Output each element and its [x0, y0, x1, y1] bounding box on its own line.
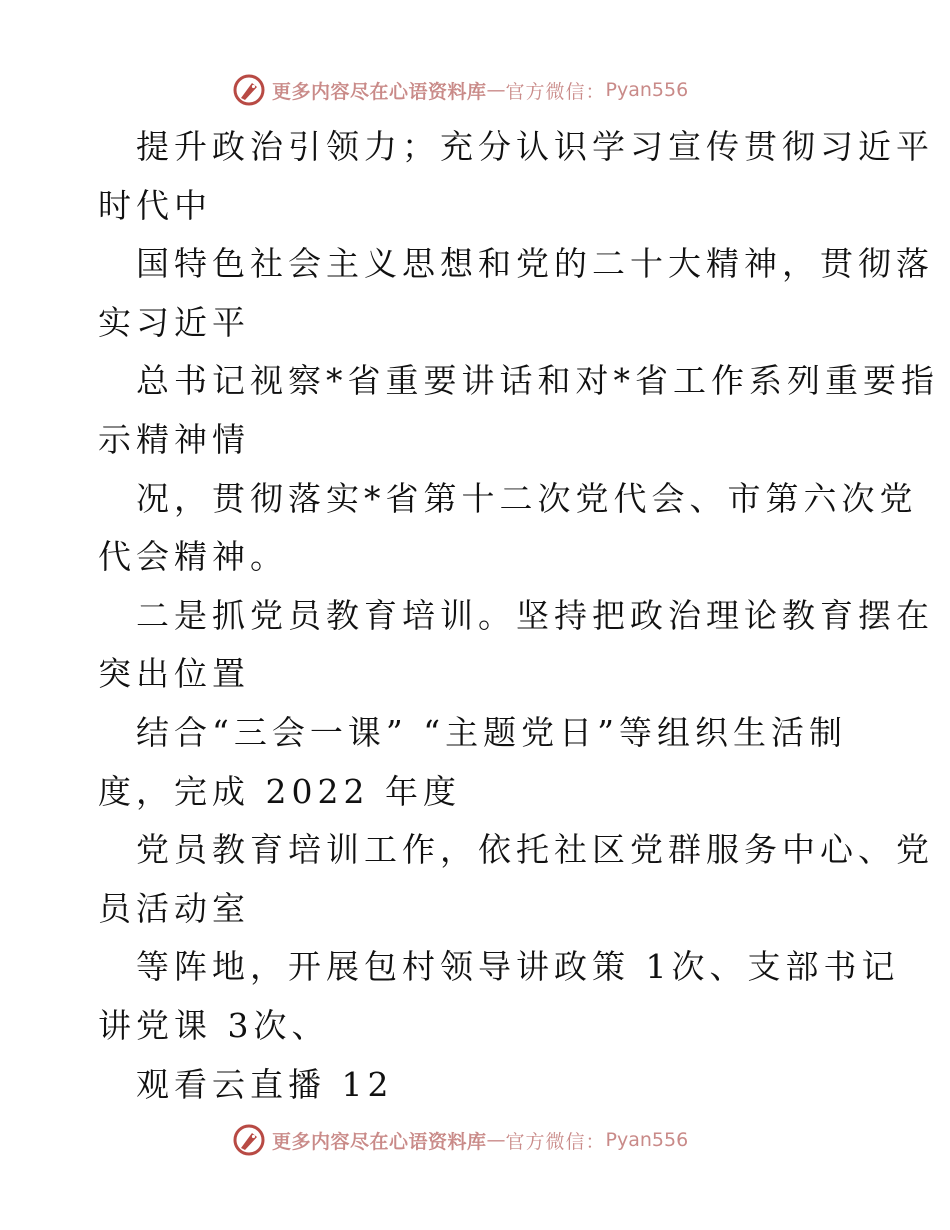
- watermark-wechat-label: 官方微信：: [505, 80, 606, 103]
- text-line: 况，贯彻落实*省第十二次党代会、市第六次党: [136, 478, 918, 518]
- text-line: 员活动室: [98, 888, 250, 928]
- watermark-main-text: 更多内容尽在心语资料库: [272, 80, 487, 103]
- watermark-wechat-id: Pyan556: [605, 1129, 689, 1151]
- footer-watermark: [232, 1122, 688, 1158]
- text-line: 代会精神。: [98, 537, 288, 577]
- text-line: 讲党课 3次、: [98, 1005, 330, 1045]
- text-line: 突出位置: [98, 654, 250, 694]
- watermark-main-text: 更多内容尽在心语资料库: [272, 1130, 487, 1153]
- text-line: 结合“三会一课” “主题党日”等组织生活制: [136, 712, 847, 752]
- document-body: [98, 118, 939, 1114]
- text-line: 二是抓党员教育培训。坚持把政治理论教育摆在: [136, 595, 934, 635]
- text-line: 总书记视察*省重要讲话和对*省工作系列重要指: [136, 361, 939, 401]
- watermark-separator: —: [486, 1129, 506, 1151]
- text-line: 国特色社会主义思想和党的二十大精神，贯彻落: [136, 244, 934, 284]
- watermark-separator: —: [486, 79, 506, 101]
- pen-nib-circle-icon: [232, 73, 266, 107]
- text-line: 时代中: [98, 185, 212, 225]
- text-line: 等阵地，开展包村领导讲政策 1次、支部书记: [136, 947, 900, 987]
- pen-nib-circle-icon: [232, 1123, 266, 1157]
- watermark-wechat-id: Pyan556: [605, 79, 689, 101]
- text-line: 提升政治引领力；充分认识学习宣传贯彻习近平: [136, 127, 934, 166]
- watermark-wechat-label: 官方微信：: [505, 1130, 606, 1153]
- text-line: 党员教育培训工作，依托社区党群服务中心、党: [136, 830, 934, 870]
- header-watermark: [232, 72, 688, 108]
- text-line: 示精神情: [98, 419, 250, 459]
- text-line: 度，完成 2022 年度: [98, 771, 461, 811]
- text-line: 实习近平: [98, 302, 250, 342]
- text-line: 观看云直播 12: [136, 1064, 394, 1104]
